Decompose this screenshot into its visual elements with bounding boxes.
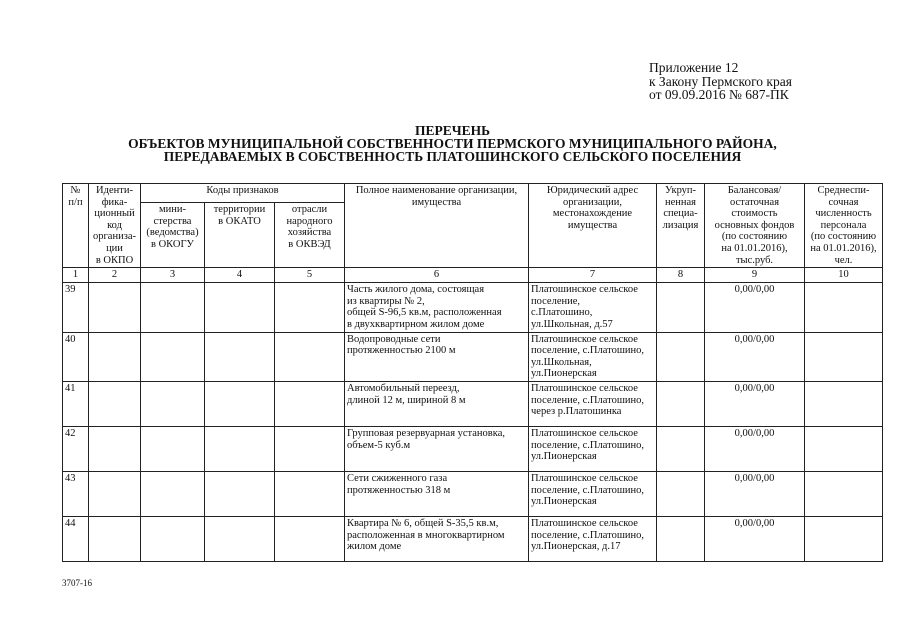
appendix-line: от 09.09.2016 № 687-ПК xyxy=(649,87,789,102)
header-branch: отрасли народного хозяйства в ОКВЭД xyxy=(275,203,345,268)
cell-territory xyxy=(205,516,275,561)
header-num: № п/п xyxy=(63,184,89,268)
cell-specialization xyxy=(657,516,705,561)
column-number: 2 xyxy=(89,268,141,283)
cell-ministry xyxy=(141,283,205,332)
cell-num: 41 xyxy=(63,381,89,426)
cell-ident xyxy=(89,426,141,471)
title-line: ПЕРЕДАВАЕМЫХ В СОБСТВЕННОСТЬ ПЛАТОШИНСКОГО СЕЛЬСКОГО ПОСЕЛЕНИЯ xyxy=(163,149,742,164)
table-row xyxy=(63,283,883,332)
cell-ident xyxy=(89,471,141,516)
cell-address: Платошинское сельское поселение, с.Платошино, ул.Пионерская xyxy=(529,426,657,471)
cell-ministry xyxy=(141,516,205,561)
header-ministry: мини- стерства (ведомства) в ОКОГУ xyxy=(141,203,205,268)
cell-balance: 0,00/0,00 xyxy=(705,516,805,561)
cell-staff xyxy=(805,381,883,426)
table-row xyxy=(63,332,883,381)
cell-address: Платошинское сельское поселение, с.Платошино, ул.Школьная, д.57 xyxy=(529,283,657,332)
header-balance: Балансовая/ остаточная стоимость основных фондов (по состоянию на 01.01.2016), тыс.руб. xyxy=(705,184,805,268)
cell-ident xyxy=(89,516,141,561)
cell-balance: 0,00/0,00 xyxy=(705,332,805,381)
cell-branch xyxy=(275,471,345,516)
cell-num: 43 xyxy=(63,471,89,516)
cell-balance: 0,00/0,00 xyxy=(705,283,805,332)
table-row xyxy=(63,381,883,426)
cell-staff xyxy=(805,332,883,381)
cell-territory xyxy=(205,332,275,381)
column-number: 6 xyxy=(345,268,529,283)
cell-branch xyxy=(275,381,345,426)
column-number: 3 xyxy=(141,268,205,283)
header-staff: Среднеспи- сочная численность персонала (по состоянию на 01.01.2016), чел. xyxy=(805,184,883,268)
appendix-line: к Закону Пермского края xyxy=(649,73,792,89)
cell-territory xyxy=(205,381,275,426)
cell-branch xyxy=(275,332,345,381)
cell-address: Платошинское сельское поселение, с.Платошино, ул.Пионерская, д.17 xyxy=(529,516,657,561)
cell-name: Часть жилого дома, состоящая из квартиры № 2, общей S-96,5 кв.м, расположенная в двухквартирном жилом доме xyxy=(345,283,529,332)
cell-ident xyxy=(89,332,141,381)
cell-num: 40 xyxy=(63,332,89,381)
column-number: 8 xyxy=(657,268,705,283)
table-body xyxy=(63,283,883,562)
cell-staff xyxy=(805,426,883,471)
column-number: 10 xyxy=(805,268,883,283)
cell-name: Квартира № 6, общей S-35,5 кв.м, расположенная в многоквартирном жилом доме xyxy=(345,516,529,561)
title-line: ПЕРЕЧЕНЬ xyxy=(414,123,491,138)
cell-name: Автомобильный переезд, длиной 12 м, шириной 8 м xyxy=(345,381,529,426)
cell-address: Платошинское сельское поселение, с.Платошино, ул.Пионерская xyxy=(529,471,657,516)
cell-balance: 0,00/0,00 xyxy=(705,471,805,516)
cell-specialization xyxy=(657,426,705,471)
column-number: 9 xyxy=(705,268,805,283)
column-number: 5 xyxy=(275,268,345,283)
cell-ministry xyxy=(141,381,205,426)
property-table xyxy=(62,183,883,562)
cell-balance: 0,00/0,00 xyxy=(705,381,805,426)
cell-specialization xyxy=(657,283,705,332)
appendix-line: Приложение 12 xyxy=(649,60,739,75)
cell-num: 42 xyxy=(63,426,89,471)
column-number: 4 xyxy=(205,268,275,283)
cell-num: 39 xyxy=(63,283,89,332)
header-row xyxy=(63,184,883,203)
header-territory: территории в ОКАТО xyxy=(205,203,275,268)
cell-branch xyxy=(275,516,345,561)
table-row xyxy=(63,516,883,561)
header-specialization: Укруп- ненная специа- лизация xyxy=(657,184,705,268)
cell-specialization xyxy=(657,332,705,381)
table-row xyxy=(63,471,883,516)
cell-specialization xyxy=(657,471,705,516)
column-number: 7 xyxy=(529,268,657,283)
document-title xyxy=(0,124,905,163)
cell-territory xyxy=(205,426,275,471)
cell-ident xyxy=(89,283,141,332)
footer-code: 3707-16 xyxy=(62,578,92,588)
cell-name: Водопроводные сети протяженностью 2100 м xyxy=(345,332,529,381)
header-name: Полное наименование организации, имущества xyxy=(345,184,529,268)
cell-specialization xyxy=(657,381,705,426)
cell-balance: 0,00/0,00 xyxy=(705,426,805,471)
cell-num: 44 xyxy=(63,516,89,561)
cell-ministry xyxy=(141,471,205,516)
table-row xyxy=(63,426,883,471)
header-ident: Иденти- фика- ционный код организа- ции в ОКПО xyxy=(89,184,141,268)
header-address: Юридический адрес организации, местонахождение имущества xyxy=(529,184,657,268)
cell-branch xyxy=(275,426,345,471)
column-number: 1 xyxy=(63,268,89,283)
cell-staff xyxy=(805,283,883,332)
title-line: ОБЪЕКТОВ МУНИЦИПАЛЬНОЙ СОБСТВЕННОСТИ ПЕРМСКОГО МУНИЦИПАЛЬНОГО РАЙОНА, xyxy=(128,136,777,151)
cell-ministry xyxy=(141,332,205,381)
cell-staff xyxy=(805,471,883,516)
column-number-row xyxy=(63,268,883,283)
cell-name: Групповая резервуарная установка, объем-5 куб.м xyxy=(345,426,529,471)
cell-ministry xyxy=(141,426,205,471)
cell-territory xyxy=(205,471,275,516)
cell-ident xyxy=(89,381,141,426)
cell-staff xyxy=(805,516,883,561)
cell-territory xyxy=(205,283,275,332)
cell-address: Платошинское сельское поселение, с.Платошино, через р.Платошинка xyxy=(529,381,657,426)
cell-branch xyxy=(275,283,345,332)
header-codes-group: Коды признаков xyxy=(141,184,345,203)
cell-name: Сети сжиженного газа протяженностью 318 м xyxy=(345,471,529,516)
appendix-note xyxy=(649,61,792,102)
cell-address: Платошинское сельское поселение, с.Платошино, ул.Школьная, ул.Пионерская xyxy=(529,332,657,381)
